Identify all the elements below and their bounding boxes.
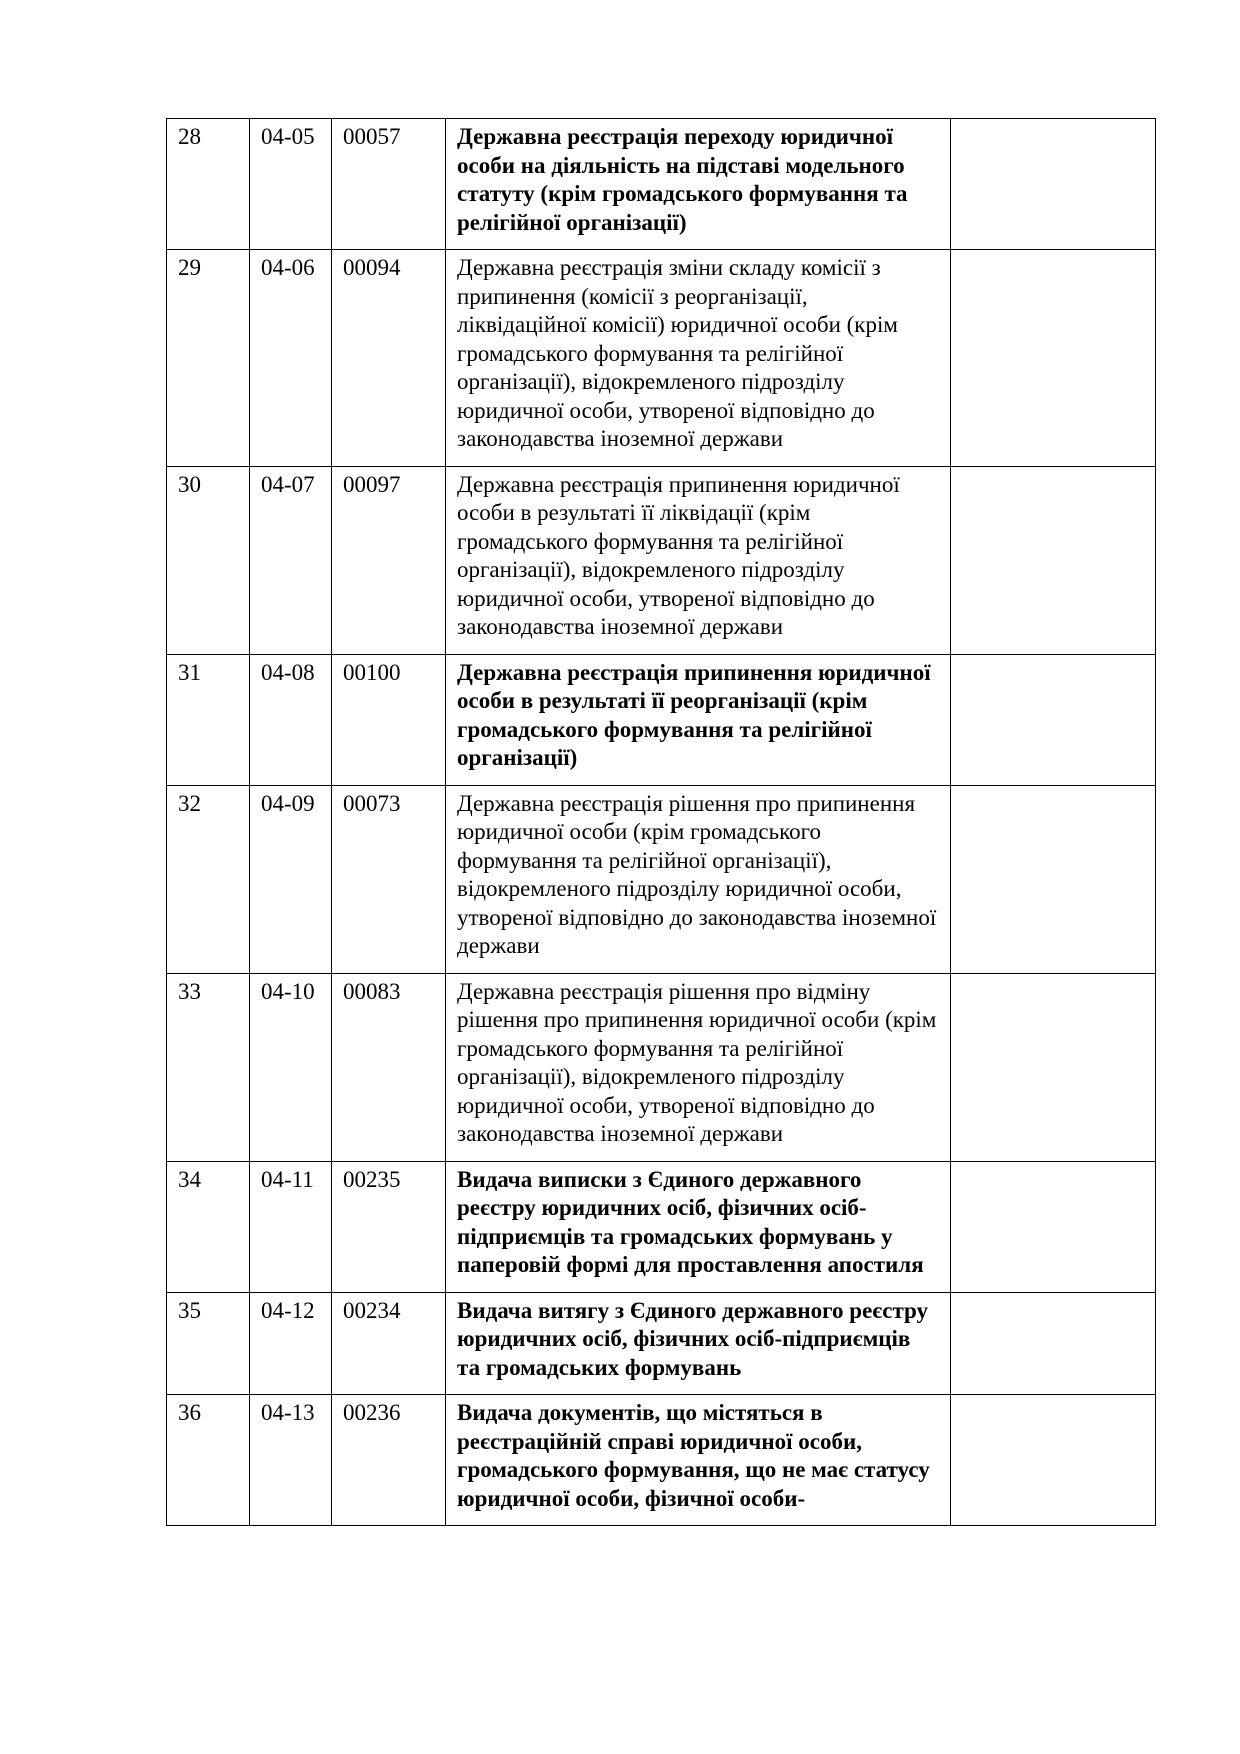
service-name: Видача документів, що містяться в реєстраційній справі юридичної особи, громадського формування, що не має статусу юридичної особи, фізичної особи- bbox=[446, 1395, 951, 1526]
services-table bbox=[166, 118, 1156, 1526]
row-number: 29 bbox=[167, 250, 250, 467]
service-code: 04-09 bbox=[250, 785, 332, 973]
empty-cell bbox=[951, 1292, 1156, 1395]
empty-cell bbox=[951, 785, 1156, 973]
table-row bbox=[167, 785, 1156, 973]
table-row bbox=[167, 1395, 1156, 1526]
service-code: 04-12 bbox=[250, 1292, 332, 1395]
service-code: 04-07 bbox=[250, 466, 332, 654]
row-number: 34 bbox=[167, 1161, 250, 1292]
row-number: 32 bbox=[167, 785, 250, 973]
table-row bbox=[167, 119, 1156, 250]
row-number: 36 bbox=[167, 1395, 250, 1526]
row-number: 35 bbox=[167, 1292, 250, 1395]
row-number: 30 bbox=[167, 466, 250, 654]
service-name: Видача виписки з Єдиного державного реєстру юридичних осіб, фізичних осіб-підприємців та громадських формувань у паперовій формі для проставлення апостиля bbox=[446, 1161, 951, 1292]
service-code: 04-05 bbox=[250, 119, 332, 250]
service-name: Державна реєстрація зміни складу комісії з припинення (комісії з реорганізації, ліквідаційної комісії) юридичної особи (крім громадського формування та релігійної організації), відокремленого підрозділу юридичної особи, утвореної відповідно до законодавства іноземної держави bbox=[446, 250, 951, 467]
service-name: Державна реєстрація рішення про відміну рішення про припинення юридичної особи (крім громадського формування та релігійної організації), відокремленого підрозділу юридичної особи, утвореної відповідно до законодавства іноземної держави bbox=[446, 973, 951, 1161]
table-row bbox=[167, 1292, 1156, 1395]
table-row bbox=[167, 466, 1156, 654]
row-number: 31 bbox=[167, 654, 250, 785]
service-code: 04-11 bbox=[250, 1161, 332, 1292]
service-id: 00097 bbox=[332, 466, 446, 654]
service-id: 00094 bbox=[332, 250, 446, 467]
empty-cell bbox=[951, 250, 1156, 467]
service-id: 00235 bbox=[332, 1161, 446, 1292]
service-name: Видача витягу з Єдиного державного реєстру юридичних осіб, фізичних осіб-підприємців та громадських формувань bbox=[446, 1292, 951, 1395]
service-id: 00083 bbox=[332, 973, 446, 1161]
service-id: 00236 bbox=[332, 1395, 446, 1526]
service-id: 00073 bbox=[332, 785, 446, 973]
service-id: 00234 bbox=[332, 1292, 446, 1395]
empty-cell bbox=[951, 119, 1156, 250]
service-code: 04-08 bbox=[250, 654, 332, 785]
table-row bbox=[167, 973, 1156, 1161]
empty-cell bbox=[951, 1161, 1156, 1292]
table-row bbox=[167, 654, 1156, 785]
service-code: 04-06 bbox=[250, 250, 332, 467]
service-code: 04-10 bbox=[250, 973, 332, 1161]
service-name: Державна реєстрація припинення юридичної особи в результаті її ліквідації (крім громадського формування та релігійної організації), відокремленого підрозділу юридичної особи, утвореної відповідно до законодавства іноземної держави bbox=[446, 466, 951, 654]
service-code: 04-13 bbox=[250, 1395, 332, 1526]
table-row bbox=[167, 250, 1156, 467]
empty-cell bbox=[951, 1395, 1156, 1526]
row-number: 33 bbox=[167, 973, 250, 1161]
service-name: Державна реєстрація рішення про припинення юридичної особи (крім громадського формування та релігійної організації), відокремленого підрозділу юридичної особи, утвореної відповідно до законодавства іноземної держави bbox=[446, 785, 951, 973]
table-row bbox=[167, 1161, 1156, 1292]
empty-cell bbox=[951, 466, 1156, 654]
empty-cell bbox=[951, 973, 1156, 1161]
service-name: Державна реєстрація переходу юридичної особи на діяльність на підставі модельного статуту (крім громадського формування та релігійної організації) bbox=[446, 119, 951, 250]
service-id: 00057 bbox=[332, 119, 446, 250]
row-number: 28 bbox=[167, 119, 250, 250]
service-name: Державна реєстрація припинення юридичної особи в результаті її реорганізації (крім громадського формування та релігійної організації) bbox=[446, 654, 951, 785]
services-table-body bbox=[167, 119, 1156, 1526]
empty-cell bbox=[951, 654, 1156, 785]
service-id: 00100 bbox=[332, 654, 446, 785]
